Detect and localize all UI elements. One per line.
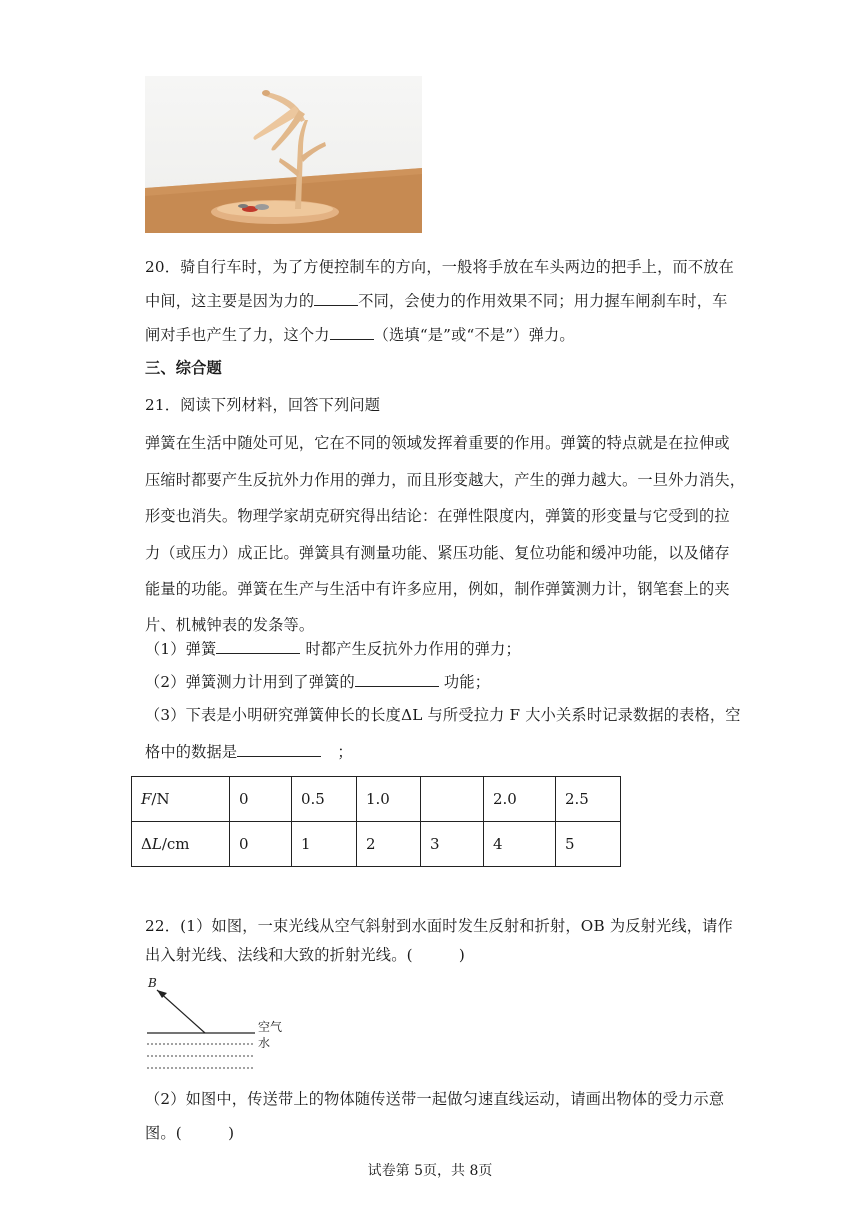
reflection-figure <box>145 976 295 1076</box>
table-row-elongation <box>132 822 621 867</box>
q20-line2 <box>145 290 728 311</box>
q21-sub3-line2 <box>145 741 353 762</box>
q20-line3-text-a: 闸对手也产生了力，这个力 <box>145 326 330 344</box>
q20-line2-text-b: 不同，会使力的作用效果不同；用力握车闸刹车时，车 <box>358 292 728 310</box>
q21-title: 21．阅读下列材料，回答下列问题 <box>145 396 381 414</box>
table-cell: 2.5 <box>556 777 621 822</box>
table-cell: 1.0 <box>357 777 421 822</box>
table-cell: 2 <box>357 822 421 867</box>
q21-para-line-3: 形变也消失。物理学家胡克研究得出结论：在弹性限度内，弹簧的形变量与它受到的拉 <box>145 507 730 525</box>
q22-part2-line1: （2）如图中，传送带上的物体随传送带一起做匀速直线运动，请画出物体的受力示意 <box>145 1090 725 1108</box>
q20-blank-1 <box>314 291 358 306</box>
q21-sub1-text-a: （1）弹簧 <box>145 640 217 658</box>
label-air: 空气 <box>258 1020 283 1034</box>
length-var: L <box>151 835 162 853</box>
q20-blank-2 <box>330 325 374 340</box>
section-heading: 三、综合题 <box>145 359 222 377</box>
q21-para-line-6: 片、机械钟表的发条等。 <box>145 616 315 634</box>
q21-sub3-line1: （3）下表是小明研究弹簧伸长的长度ΔL 与所受拉力 F 大小关系时记录数据的表格，空 <box>145 706 741 724</box>
balancing-bird-photo <box>145 76 422 233</box>
q21-sub3-text-c: ； <box>337 743 353 761</box>
q21-sub2-text-b: 功能； <box>438 673 491 691</box>
q21-sub3-text-b: 格中的数据是 <box>145 743 238 761</box>
q21-sub2 <box>145 671 490 692</box>
q22-part1-line1: 22．(1）如图，一束光线从空气斜射到水面时发生反射和折射，OB 为反射光线，请作 <box>145 917 733 935</box>
q21-para-line-1: 弹簧在生活中随处可见，它在不同的领域发挥着重要的作用。弹簧的特点就是在拉伸或 <box>145 434 730 452</box>
force-var: F <box>141 790 152 808</box>
table-header-elongation <box>132 822 230 867</box>
label-water: 水 <box>258 1036 271 1050</box>
delta-symbol: Δ <box>141 835 152 853</box>
q20-line3 <box>145 324 575 345</box>
force-unit: /N <box>151 790 170 808</box>
balancing-bird-illustration <box>145 76 422 233</box>
q21-para-line-4: 力（或压力）成正比。弹簧具有测量功能、紧压功能、复位功能和缓冲功能，以及储存 <box>145 544 730 562</box>
q21-para-line-5: 能量的功能。弹簧在生产与生活中有许多应用，例如，制作弹簧测力计，钢笔套上的夹 <box>145 580 730 598</box>
table-cell: 0 <box>230 822 292 867</box>
q21-blank-2 <box>355 672 439 687</box>
table-row-force <box>132 777 621 822</box>
q21-blank-3 <box>237 742 321 757</box>
table-cell: 1 <box>292 822 357 867</box>
q20-line1: 20．骑自行车时，为了方便控制车的方向，一般将手放在车头两边的把手上，而不放在 <box>145 258 735 276</box>
page-footer: 试卷第 5页，共 8页 <box>367 1163 493 1179</box>
spring-data-table <box>131 776 621 867</box>
q21-sub1 <box>145 638 521 659</box>
q21-para-line-2: 压缩时都要产生反抗外力作用的弹力，而且形变越大，产生的弹力越大。一旦外力消失， <box>145 471 746 489</box>
q21-sub2-text-a: （2）弹簧测力计用到了弹簧的 <box>145 673 355 691</box>
q22-part2-line2: 图。( ) <box>145 1124 235 1142</box>
q21-sub1-text-b: 时都产生反抗外力作用的弹力； <box>300 640 521 658</box>
q21-blank-1 <box>216 639 300 654</box>
q20-line3-text-b: （选填“是”或“不是”）弹力。 <box>373 326 575 344</box>
table-cell: 5 <box>556 822 621 867</box>
table-cell: 0 <box>230 777 292 822</box>
table-cell: 0.5 <box>292 777 357 822</box>
q22-part1-line2: 出入射光线、法线和大致的折射光线。( ) <box>145 946 466 964</box>
table-cell: 2.0 <box>484 777 556 822</box>
table-cell: 3 <box>421 822 484 867</box>
q20-line2-text-a: 中间，这主要是因为力的 <box>145 292 315 310</box>
table-cell-empty <box>421 777 484 822</box>
table-cell: 4 <box>484 822 556 867</box>
table-header-force <box>132 777 230 822</box>
length-unit: /cm <box>161 835 190 853</box>
label-B: B <box>148 976 157 990</box>
